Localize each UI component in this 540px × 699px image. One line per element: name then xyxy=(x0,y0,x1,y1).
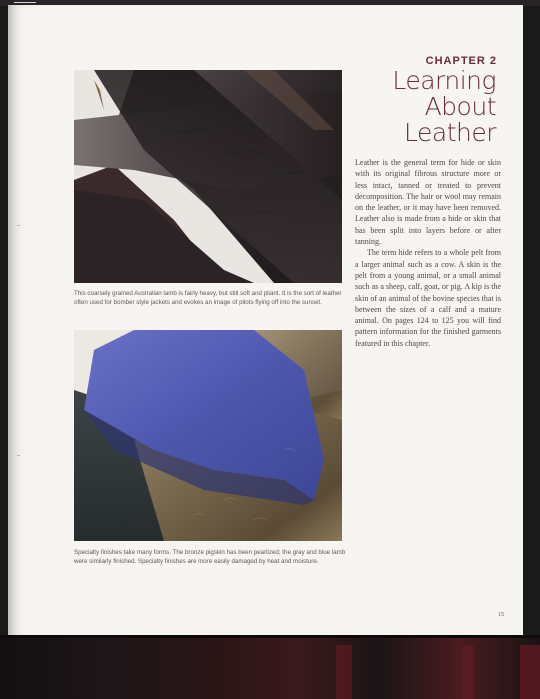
photo-caption: This coarsely grained Australian lamb is fairly heavy, but still soft and pliant. It is the sort of leather often used for bomber style jackets and evokes an image of pilots flying off into the sunset. xyxy=(74,290,342,306)
chapter-title-line: Leather xyxy=(404,118,496,147)
photo-specialty-finishes xyxy=(74,330,342,541)
body-text xyxy=(355,157,501,349)
background-stripe xyxy=(462,645,474,699)
scan-mark xyxy=(14,2,36,3)
edge-tick xyxy=(17,455,20,456)
edge-tick xyxy=(17,225,20,226)
page-number: 15 xyxy=(498,612,504,618)
chapter-title-line: Learning xyxy=(392,66,496,95)
photo-dark-lamb-leather xyxy=(74,70,342,283)
chapter-title-line: About xyxy=(424,92,496,121)
page-edge-shadow xyxy=(0,635,540,638)
chapter-label: CHAPTER 2 xyxy=(425,55,497,67)
photo-caption: Specialty finishes take many forms. The bronze pigskin has been pearlized; the gray and blue lamb were similarly finished. Specialty finishes are more easily damaged by heat and moisture. xyxy=(74,549,346,565)
body-paragraph: The term hide refers to a whole pelt from a larger animal such as a cow. A skin is the pelt from a young animal, or a small animal such as a sheep, calf, goat, or pig. A kip is the skin of an animal of the bovine species that is between the sizes of a calf and a mature animal. On pages 124 to 125 you will find pattern information for the finished garments featured in this chapter. xyxy=(355,248,501,348)
background-stripe xyxy=(520,645,540,699)
scan-bottom-strip xyxy=(0,635,540,699)
background-stripe xyxy=(336,645,352,699)
body-paragraph: Leather is the general term for hide or skin with its original fibrous structure more or less intact, tanned or treated to prevent decomposition. The hair or wool may remain on the leather, or it may have been removed. Leather also is made from a hide or skin that has been split into layers before or after tanning. xyxy=(355,158,501,247)
